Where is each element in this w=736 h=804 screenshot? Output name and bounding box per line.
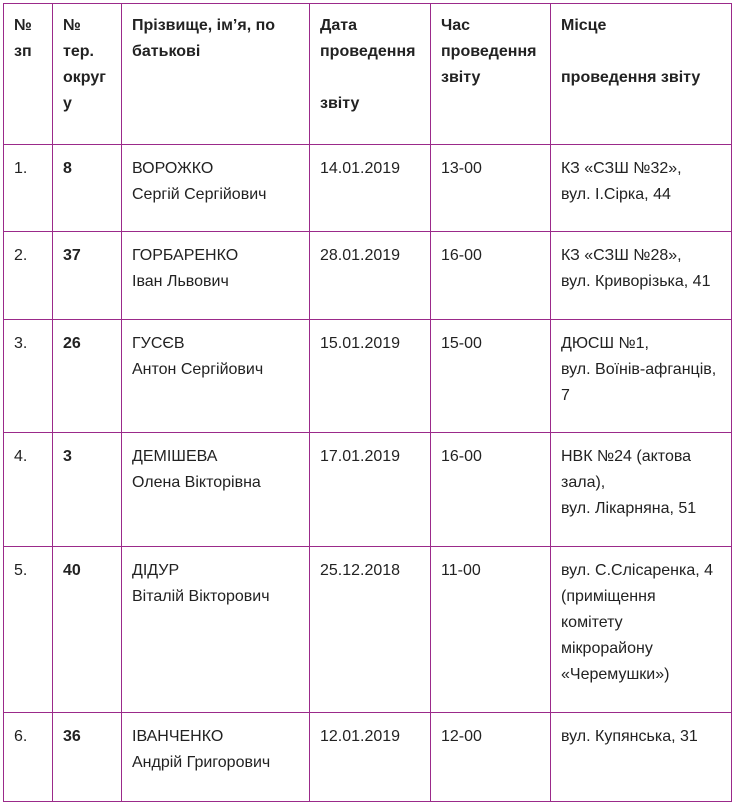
cell-date: 25.12.2018 [310,547,431,713]
table-row [4,145,732,232]
cell-no: 1. [4,145,53,232]
cell-time: 15-00 [431,320,551,433]
cell-place: вул. С.Слісаренка, 4 (приміщення комітету мікрорайону «Черемушки») [551,547,732,713]
given-names: Віталій Вікторович [132,588,270,605]
given-names: Андрій Григорович [132,754,271,771]
cell-district: 8 [53,145,122,232]
header-col-no: № зп [4,4,53,145]
table-row [4,433,732,547]
cell-no: 3. [4,320,53,433]
surname: ДІДУР [132,562,180,579]
cell-district: 26 [53,320,122,433]
cell-place: вул. Купянська, 31 [551,713,732,802]
surname: ВОРОЖКО [132,160,214,177]
cell-date: 15.01.2019 [310,320,431,433]
cell-name [122,232,310,320]
cell-district: 36 [53,713,122,802]
cell-date: 28.01.2019 [310,232,431,320]
header-col-district: № тер. округу [53,4,122,145]
report-schedule-table [3,3,732,802]
cell-place: КЗ «СЗШ №28», вул. Криворізька, 41 [551,232,732,320]
header-col-name: Прізвище, ім’я, по батькові [122,4,310,145]
surname: ІВАНЧЕНКО [132,728,224,745]
cell-time: 13-00 [431,145,551,232]
header-col-date: Дата проведення звіту [310,4,431,145]
cell-name [122,713,310,802]
cell-no: 5. [4,547,53,713]
surname: ГУСЄВ [132,335,185,352]
cell-no: 6. [4,713,53,802]
cell-district: 37 [53,232,122,320]
cell-time: 11-00 [431,547,551,713]
cell-time: 16-00 [431,232,551,320]
surname: ДЕМІШЕВА [132,448,218,465]
header-col-time: Час проведення звіту [431,4,551,145]
cell-name [122,433,310,547]
cell-district: 3 [53,433,122,547]
cell-name [122,320,310,433]
cell-district: 40 [53,547,122,713]
cell-date: 14.01.2019 [310,145,431,232]
table-row [4,232,732,320]
table-header-row [4,4,732,145]
cell-name [122,145,310,232]
cell-time: 12-00 [431,713,551,802]
header-col-place: Місце проведення звіту [551,4,732,145]
cell-place: НВК №24 (актова зала), вул. Лікарняна, 51 [551,433,732,547]
given-names: Іван Львович [132,273,229,290]
table-row [4,547,732,713]
given-names: Сергій Сергійович [132,186,267,203]
cell-time: 16-00 [431,433,551,547]
cell-place: ДЮСШ №1, вул. Воїнів-афганців, 7 [551,320,732,433]
table-row [4,713,732,802]
table-row [4,320,732,433]
surname: ГОРБАРЕНКО [132,247,239,264]
cell-name [122,547,310,713]
given-names: Олена Вікторівна [132,474,261,491]
cell-place: КЗ «СЗШ №32», вул. І.Сірка, 44 [551,145,732,232]
cell-no: 2. [4,232,53,320]
given-names: Антон Сергійович [132,361,264,378]
cell-no: 4. [4,433,53,547]
cell-date: 17.01.2019 [310,433,431,547]
cell-date: 12.01.2019 [310,713,431,802]
